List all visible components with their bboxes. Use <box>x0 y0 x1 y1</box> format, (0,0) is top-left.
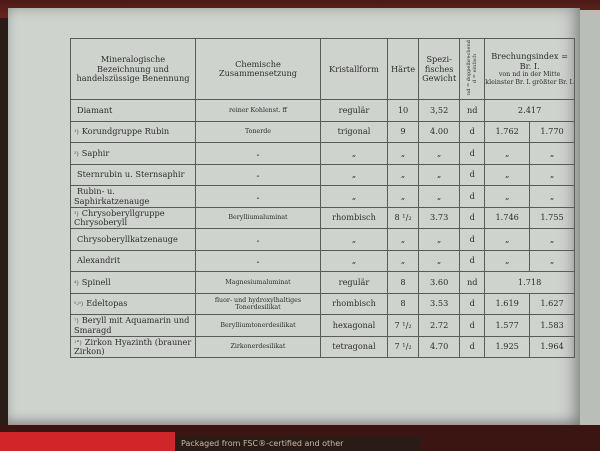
cell-h: „ <box>388 250 419 272</box>
cell-sg: 3.53 <box>419 293 460 315</box>
cell-min: „ <box>485 186 530 208</box>
cell-r: d <box>460 250 485 272</box>
footnote-mark: ³) <box>74 210 79 218</box>
cell-r: d <box>460 164 485 186</box>
cell-r: d <box>460 207 485 229</box>
cell-h: 8 ¹/₂ <box>388 207 419 229</box>
cell-r: nd <box>460 100 485 122</box>
cell-crystal: „ <box>321 164 388 186</box>
cell-name <box>71 121 196 143</box>
cell-min: „ <box>485 164 530 186</box>
mineral-name: Korundgruppe Rubin <box>81 126 170 137</box>
cell-max: 1.770 <box>530 121 575 143</box>
cell-sg: „ <box>419 229 460 251</box>
cell-crystal: „ <box>321 229 388 251</box>
cell-r: d <box>460 336 485 358</box>
cell-min: 1.619 <box>485 293 530 315</box>
footnote-mark: ¹°) <box>74 339 82 347</box>
cell-name <box>71 164 196 186</box>
table-row <box>71 336 575 358</box>
cell-sg: 3.73 <box>419 207 460 229</box>
cell-sg: 4.70 <box>419 336 460 358</box>
cell-crystal: „ <box>321 143 388 165</box>
red-label <box>0 432 175 451</box>
table-row <box>71 315 575 337</box>
footnote-mark: ²) <box>74 150 79 158</box>
mineral-name: Spinell <box>81 276 111 287</box>
footnote-mark: ⁷) <box>74 318 79 326</box>
cell-r: nd <box>460 272 485 294</box>
mineral-name: Saphir <box>81 147 110 158</box>
book-page <box>8 8 580 426</box>
table-row <box>71 250 575 272</box>
footnote-mark: ¹) <box>74 129 79 137</box>
table-row <box>71 143 575 165</box>
mineral-name: Chrysoberyllkatzenauge <box>77 233 178 244</box>
cell-h: 8 <box>388 293 419 315</box>
cell-r: d <box>460 315 485 337</box>
header-row <box>71 39 575 100</box>
header-refraction-type <box>460 39 485 100</box>
cell-r: d <box>460 143 485 165</box>
mineral-name: Diamant <box>77 104 113 115</box>
table-row <box>71 121 575 143</box>
cell-h: „ <box>388 229 419 251</box>
header-refraction <box>485 39 575 100</box>
cell-h: 8 <box>388 272 419 294</box>
cell-max: „ <box>530 186 575 208</box>
cell-sg: „ <box>419 186 460 208</box>
cell-r: d <box>460 293 485 315</box>
table-row <box>71 186 575 208</box>
cell-max: 1.755 <box>530 207 575 229</box>
cell-max: 1.627 <box>530 293 575 315</box>
cell-r: d <box>460 229 485 251</box>
cell-r: d <box>460 121 485 143</box>
refraction-sub: von nd in der Mitte <box>498 71 561 79</box>
cell-sg: 3.60 <box>419 272 460 294</box>
mineral-name: Beryll mit Aquamarin und Smaragd <box>74 315 190 335</box>
mineral-name: Rubin- u. Saphirkatzenauge <box>74 186 150 206</box>
table-row <box>71 207 575 229</box>
cell-crystal: rhombisch <box>321 293 388 315</box>
refraction-type-text: nd = doppelbrechend d = einfach <box>465 40 478 96</box>
cell-sg: „ <box>419 143 460 165</box>
cell-min: 1.746 <box>485 207 530 229</box>
cell-h: „ <box>388 164 419 186</box>
footnote-mark: ⁵-⁶) <box>74 301 84 309</box>
header-gravity: Spezi- fisches Gewicht <box>419 39 460 100</box>
table-row <box>71 164 575 186</box>
fsc-label: Packaged from FSC®-certified and other <box>175 436 421 451</box>
cell-name <box>71 143 196 165</box>
table-row <box>71 272 575 294</box>
cell-h: 9 <box>388 121 419 143</box>
cell-sg: 4.00 <box>419 121 460 143</box>
header-composition: Chemische Zusammensetzung <box>196 39 321 100</box>
cell-comp: fluor- und hydroxylhaltiges Tonerdesilikat <box>196 293 321 315</box>
cell-max: „ <box>530 143 575 165</box>
cell-max: „ <box>530 250 575 272</box>
cell-sg: 2.72 <box>419 315 460 337</box>
cell-h: 7 ¹/₂ <box>388 336 419 358</box>
gemstone-table <box>70 38 575 358</box>
cell-max: „ <box>530 164 575 186</box>
cell-max: 1.964 <box>530 336 575 358</box>
cell-name <box>71 186 196 208</box>
cell-comp: reiner Kohlenst. ff <box>196 100 321 122</box>
cell-crystal: regulär <box>321 272 388 294</box>
cell-h: „ <box>388 186 419 208</box>
mineral-name: Edeltopas <box>86 298 128 309</box>
cell-crystal: „ <box>321 250 388 272</box>
cell-min: 1.718 <box>485 272 575 294</box>
cell-crystal: tetragonal <box>321 336 388 358</box>
cell-min: 1.925 <box>485 336 530 358</box>
cell-comp: „ <box>196 143 321 165</box>
cell-sg: „ <box>419 250 460 272</box>
cell-min: „ <box>485 229 530 251</box>
facing-page <box>580 10 600 430</box>
table-row <box>71 100 575 122</box>
cell-comp: „ <box>196 164 321 186</box>
cell-sg: 3,52 <box>419 100 460 122</box>
mineral-name: Alexandrit <box>77 255 121 266</box>
cell-name <box>71 272 196 294</box>
cell-h: 10 <box>388 100 419 122</box>
cell-max: „ <box>530 229 575 251</box>
cell-comp: „ <box>196 229 321 251</box>
header-name: Mineralogische Bezeichnung und handelszüssige Benennung <box>71 39 196 100</box>
cell-min: 1.762 <box>485 121 530 143</box>
table-row <box>71 229 575 251</box>
cell-comp: Berylliumaluminat <box>196 207 321 229</box>
cell-r: d <box>460 186 485 208</box>
cell-max: 1.583 <box>530 315 575 337</box>
cell-name <box>71 336 196 358</box>
mineral-name: Sternrubin u. Sternsaphir <box>77 169 185 180</box>
cell-name <box>71 207 196 229</box>
cell-h: 7 ¹/₂ <box>388 315 419 337</box>
cell-min: 2.417 <box>485 100 575 122</box>
cell-min: „ <box>485 250 530 272</box>
cell-crystal: rhombisch <box>321 207 388 229</box>
cell-name <box>71 250 196 272</box>
cell-min: 1.577 <box>485 315 530 337</box>
cell-comp: „ <box>196 186 321 208</box>
refraction-min-label: kleinster Br. I. <box>485 78 531 86</box>
cell-min: „ <box>485 143 530 165</box>
cell-comp: Berylliumtonerdesilikat <box>196 315 321 337</box>
cell-sg: „ <box>419 164 460 186</box>
mineral-name: Zirkon Hyazinth (brauner Zirkon) <box>74 336 192 357</box>
refraction-max-label: größter Br. I. <box>532 78 574 86</box>
header-hardness: Härte <box>388 39 419 100</box>
table-row <box>71 293 575 315</box>
cell-comp: Tonerde <box>196 121 321 143</box>
header-crystal: Kristallform <box>321 39 388 100</box>
cell-name <box>71 229 196 251</box>
mineral-name: Chrysoberyllgruppe Chrysoberyll <box>74 207 165 228</box>
cell-comp: Magnesiumaluminat <box>196 272 321 294</box>
cell-name <box>71 315 196 337</box>
cell-h: „ <box>388 143 419 165</box>
footnote-mark: ⁴) <box>74 279 79 287</box>
cell-crystal: regulär <box>321 100 388 122</box>
cell-crystal: trigonal <box>321 121 388 143</box>
refraction-title: Brechungsindex = Br. I. <box>491 51 568 71</box>
cell-name <box>71 100 196 122</box>
cell-comp: „ <box>196 250 321 272</box>
cell-name <box>71 293 196 315</box>
cell-crystal: hexagonal <box>321 315 388 337</box>
cell-crystal: „ <box>321 186 388 208</box>
cell-comp: Zirkonerdesilikat <box>196 336 321 358</box>
